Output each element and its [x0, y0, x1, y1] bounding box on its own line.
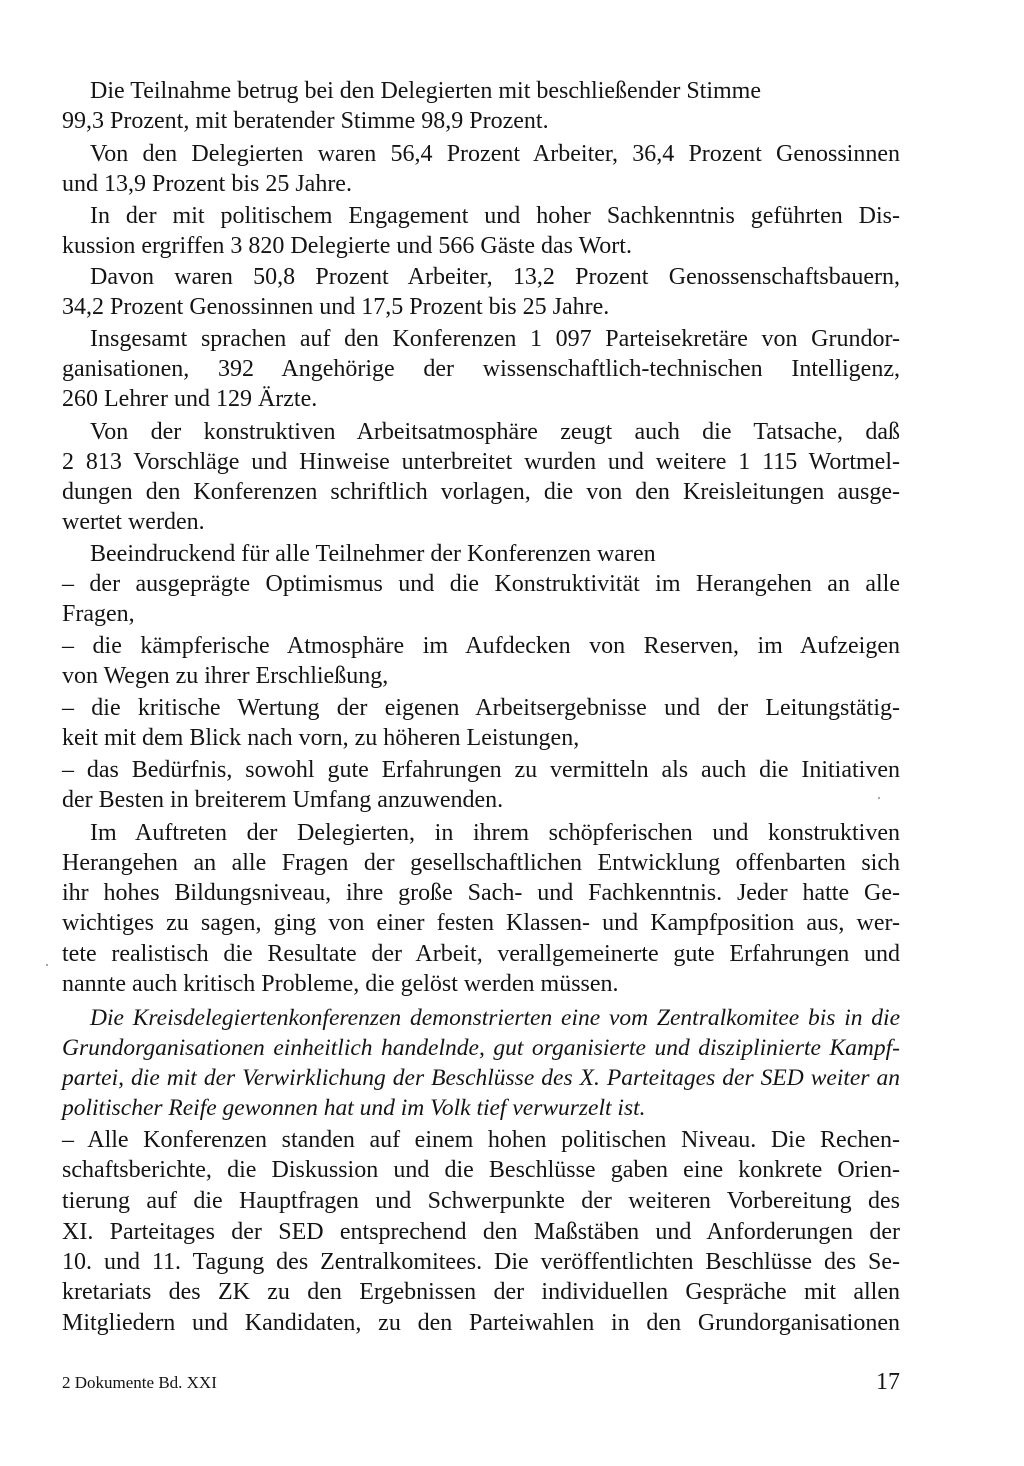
text-line: In der mit politischem Engagement und hoher Sachkenntnis geführten Dis-	[90, 203, 900, 229]
list-item: – die kritische Wertung der eigenen Arbeitsergebnisse und der Leitungstätig-	[62, 695, 900, 721]
italic-text-line: politischer Reife gewonnen hat und im Volk tief verwurzelt ist.	[62, 1095, 646, 1121]
text-line: 99,3 Prozent, mit beratender Stimme 98,9 Prozent.	[62, 108, 549, 134]
text-line: Herangehen an alle Fragen der gesellschaftlichen Entwicklung offenbarten sich	[62, 850, 900, 876]
scan-speck	[46, 964, 48, 966]
text-line: 34,2 Prozent Genossinnen und 17,5 Prozent bis 25 Jahre.	[62, 294, 610, 320]
text-line: keit mit dem Blick nach vorn, zu höheren Leistungen,	[62, 725, 580, 751]
text-line: Die Teilnahme betrug bei den Delegierten mit beschließender Stimme	[90, 78, 761, 104]
list-item: – das Bedürfnis, sowohl gute Erfahrungen zu vermitteln als auch die Initiativen	[62, 757, 900, 783]
text-line: tete realistisch die Resultate der Arbeit, verallgemeinerte gute Erfahrungen und	[62, 941, 900, 967]
text-line: Mitgliedern und Kandidaten, zu den Parteiwahlen in den Grundorganisationen	[62, 1310, 900, 1336]
text-line: ihr hohes Bildungsniveau, ihre große Sach- und Fachkenntnis. Jeder hatte Ge-	[62, 880, 900, 906]
text-line: nannte auch kritisch Probleme, die gelöst werden müssen.	[62, 971, 619, 997]
italic-text-line: Grundorganisationen einheitlich handelnde, gut organisierte und disziplinierte Kampf-	[62, 1035, 900, 1061]
text-line: Insgesamt sprachen auf den Konferenzen 1 097 Parteisekretäre von Grundor-	[90, 326, 900, 352]
text-line: von Wegen zu ihrer Erschließung,	[62, 663, 389, 689]
text-line: tierung auf die Hauptfragen und Schwerpunkte der weiteren Vorbereitung des	[62, 1188, 900, 1214]
text-line: Beeindruckend für alle Teilnehmer der Konferenzen waren	[90, 541, 656, 567]
footer-signature: 2 Dokumente Bd. XXI	[62, 1373, 217, 1392]
text-line: 260 Lehrer und 129 Ärzte.	[62, 386, 318, 412]
text-line: Von den Delegierten waren 56,4 Prozent Arbeiter, 36,4 Prozent Genossinnen	[90, 141, 900, 167]
page-number: 17	[876, 1369, 900, 1395]
text-line: Davon waren 50,8 Prozent Arbeiter, 13,2 Prozent Genossenschaftsbauern,	[90, 264, 900, 290]
list-item: – die kämpferische Atmosphäre im Aufdecken von Reserven, im Aufzeigen	[62, 633, 900, 659]
text-line: der Besten in breiterem Umfang anzuwenden.	[62, 787, 504, 813]
list-item: – Alle Konferenzen standen auf einem hohen politischen Niveau. Die Rechen-	[62, 1127, 900, 1153]
scan-speck	[878, 797, 880, 799]
text-line: Fragen,	[62, 601, 135, 627]
text-line: 10. und 11. Tagung des Zentralkomitees. Die veröffentlichten Beschlüsse des Se-	[62, 1249, 900, 1275]
text-line: kussion ergriffen 3 820 Delegierte und 566 Gäste das Wort.	[62, 233, 632, 259]
italic-text-line: partei, die mit der Verwirklichung der Beschlüsse des X. Parteitages der SED weiter an	[62, 1065, 900, 1091]
text-line: dungen den Konferenzen schriftlich vorlagen, die von den Kreisleitungen ausge-	[62, 479, 900, 505]
text-line: kretariats des ZK zu den Ergebnissen der individuellen Gespräche mit allen	[62, 1279, 900, 1305]
text-line: wertet werden.	[62, 509, 205, 535]
text-line: XI. Parteitages der SED entsprechend den Maßstäben und Anforderungen der	[62, 1219, 900, 1245]
text-line: wichtiges zu sagen, ging von einer festen Klassen- und Kampfposition aus, wer-	[62, 910, 900, 936]
text-line: Von der konstruktiven Arbeitsatmosphäre zeugt auch die Tatsache, daß	[90, 419, 900, 445]
list-item: – der ausgeprägte Optimismus und die Konstruktivität im Herangehen an alle	[62, 571, 900, 597]
text-line: und 13,9 Prozent bis 25 Jahre.	[62, 171, 352, 197]
text-line: ganisationen, 392 Angehörige der wissenschaftlich-technischen Intelligenz,	[62, 356, 900, 382]
text-line: Im Auftreten der Delegierten, in ihrem schöpferischen und konstruktiven	[90, 820, 900, 846]
italic-text-line: Die Kreisdelegiertenkonferenzen demonstrierten eine vom Zentralkomitee bis in die	[90, 1005, 900, 1031]
text-line: schaftsberichte, die Diskussion und die Beschlüsse gaben eine konkrete Orien-	[62, 1157, 900, 1183]
text-line: 2 813 Vorschläge und Hinweise unterbreitet wurden und weitere 1 115 Wortmel-	[62, 449, 900, 475]
